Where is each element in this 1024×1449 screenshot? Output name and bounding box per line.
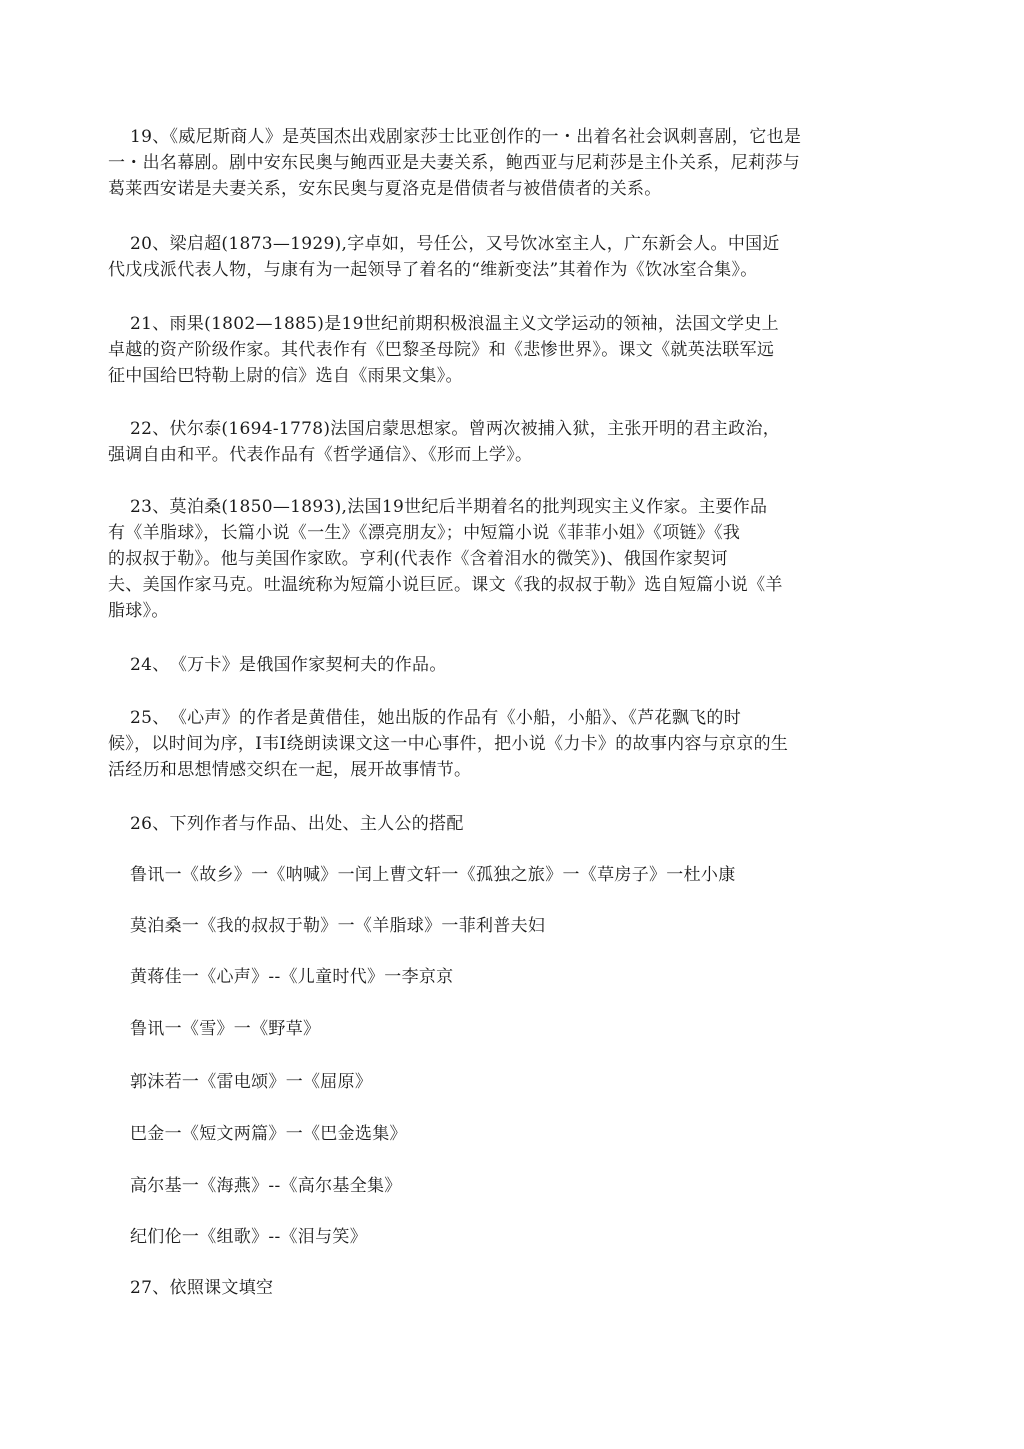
text-line: 夫、美国作家马克。吐温统称为短篇小说巨匠。课文《我的叔叔于勒》选自短篇小说《羊: [108, 575, 783, 595]
match-line: 莫泊桑一《我的叔叔于勒》一《羊脂球》一菲利普夫妇: [130, 916, 546, 936]
paragraph-23: [108, 494, 898, 624]
match-line: 巴金一《短文两篇》一《巴金选集》: [130, 1124, 407, 1144]
paragraph-25: [108, 705, 898, 783]
match-line: 黄蒋佳一《心声》--《儿童时代》一李京京: [130, 967, 454, 987]
match-line: 鲁讯一《故乡》一《呐喊》一闰上曹文轩一《孤独之旅》一《草房子》一杜小康: [130, 865, 736, 885]
text-line: 有《羊脂球》，长篇小说《一生》《漂亮朋友》；中短篇小说《菲菲小姐》《项链》《我: [108, 523, 741, 543]
paragraph-24: [108, 652, 898, 678]
text-line: 代戊戌派代表人物，与康有为一起领导了着名的“维新变法”其着作为《饮冰室合集》。: [108, 260, 758, 280]
paragraph-22: [108, 416, 898, 468]
text-line: 候》，以时间为序，I韦I绕朗读课文这一中心事件，把小说《力卡》的故事内容与京京的生: [108, 734, 789, 754]
match-line: 高尔基一《海燕》--《高尔基全集》: [130, 1176, 402, 1196]
text-line: 22、伏尔泰(1694-1778)法国启蒙思想家。曾两次被捕入狱，主张开明的君主政治，: [130, 419, 781, 439]
text-line: 19、《威尼斯商人》是英国杰出戏剧家莎士比亚创作的一・出着名社会讽刺喜剧，它也是: [130, 127, 802, 147]
match-line: 鲁讯一《雪》一《野草》: [130, 1019, 321, 1039]
text-line: 一・出名幕剧。剧中安东民奥与鲍西亚是夫妻关系，鲍西亚与尼莉莎是主仆关系，尼莉莎与: [108, 153, 800, 173]
text-line: 葛莱西安诺是夫妻关系，安东民奥与夏洛克是借债者与被借债者的关系。: [108, 179, 662, 199]
section-heading-27: 27、依照课文填空: [130, 1278, 274, 1298]
paragraph-20: [108, 231, 898, 283]
text-line: 的叔叔于勒》。他与美国作家欧。亨利(代表作《含着泪水的微笑》)、俄国作家契诃: [108, 549, 728, 569]
text-line: 活经历和思想情感交织在一起，展开故事情节。: [108, 760, 472, 780]
text-line: 24、 《万卡》是俄国作家契柯夫的作品。: [130, 655, 447, 675]
text-line: 征中国给巴特勒上尉的信》选自《雨果文集》。: [108, 366, 463, 386]
text-line: 21、雨果(1802—1885)是19世纪前期积极浪温主义文学运动的领袖，法国文学史上: [130, 314, 779, 334]
text-line: 23、莫泊桑(1850—1893),法国19世纪后半期着名的批判现实主义作家。主要作品: [130, 497, 768, 517]
text-line: 20、梁启超(1873—1929),字卓如，号任公，又号饮冰室主人，广东新会人。中国近: [130, 234, 780, 254]
paragraph-19: [108, 124, 898, 202]
match-line: 郭沫若一《雷电颂》一《屈原》: [130, 1072, 373, 1092]
text-line: 25、 《心声》的作者是黄借佳，她出版的作品有《小船，小船》、《芦花飘飞的时: [130, 708, 742, 728]
text-line: 卓越的资产阶级作家。其代表作有《巴黎圣母院》和《悲惨世界》。课文《就英法联军远: [108, 340, 775, 360]
match-line: 纪们伦一《组歌》--《泪与笑》: [130, 1227, 367, 1247]
text-line: 26、下列作者与作品、出处、主人公的搭配: [130, 814, 464, 834]
text-line: 脂球》。: [108, 601, 169, 621]
paragraph-26: [108, 811, 898, 837]
text-line: 强调自由和平。代表作品有《哲学通信》、《形而上学》。: [108, 445, 533, 465]
paragraph-21: [108, 311, 898, 389]
